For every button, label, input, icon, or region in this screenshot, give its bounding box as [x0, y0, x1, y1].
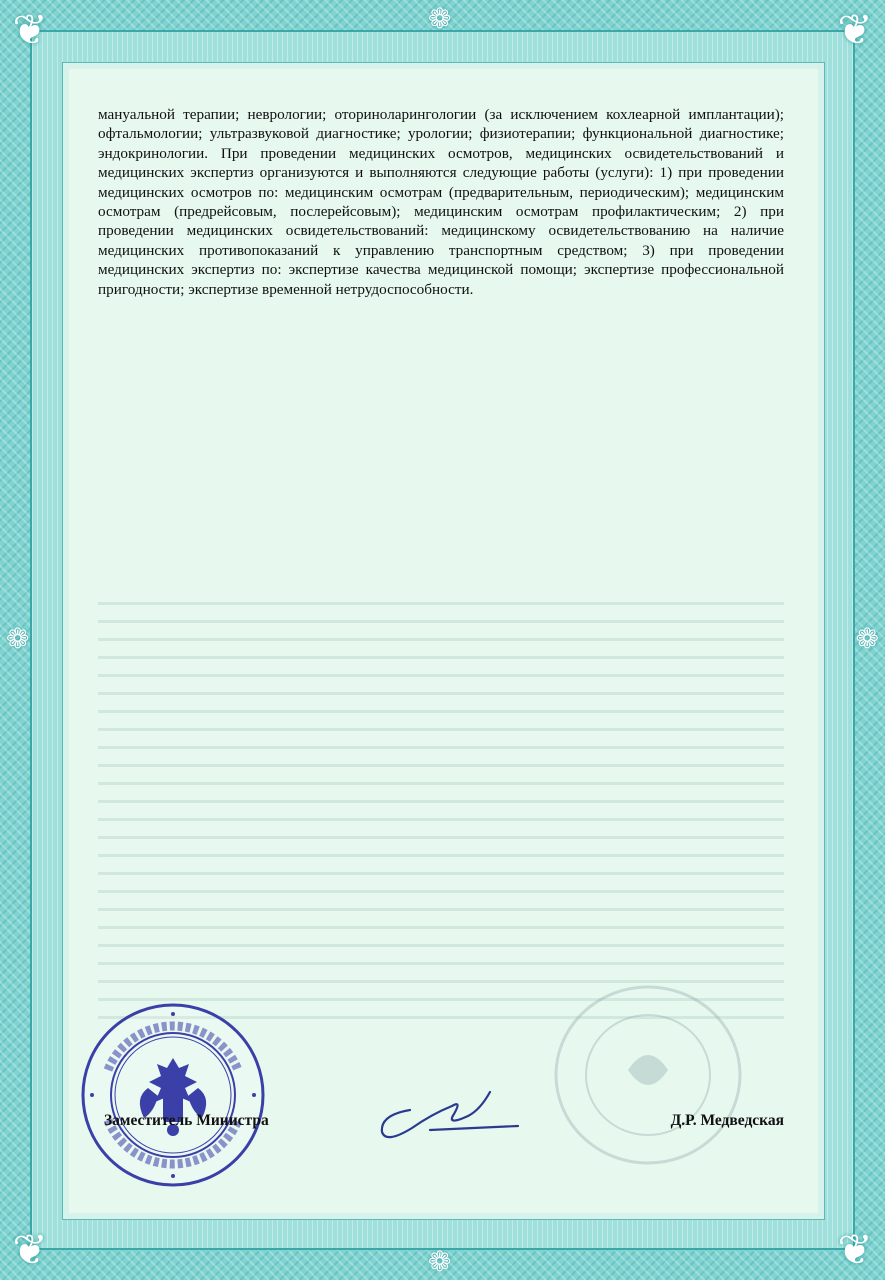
signatory-name: Д.Р. Медведская	[670, 1112, 784, 1129]
bottom-ornament-icon: ❁	[428, 1245, 452, 1278]
signatory-role: Заместитель Министра	[104, 1112, 269, 1129]
official-seal-icon	[78, 1000, 268, 1190]
corner-ornament-icon: ❦	[837, 5, 873, 54]
handwritten-signature-icon	[370, 1080, 530, 1150]
left-ornament-icon: ❁	[6, 622, 30, 655]
license-body-text: мануальной терапии; неврологии; оториноларингологии (за исключением кохлеарной имплантации); офтальмологии; ультразвуковой диагностике; урологии; физиотерапии; функциональной диагностике; эндокринологии. При проведении медицинских осмотров, медицинских освидетельствований и медицинских экспертиз организуются и выполняются следующие работы (услуги): 1) при проведении медицинских осмотров по: медицинским осмотрам (предварительным, периодическим); медицинским осмотрам (предрейсовым, послерейсовым); медицинским осмотрам профилактическим; 2) при проведении медицинских освидетельствований: медицинскому освидетельствованию на наличие медицинских противопоказаний к управлению транспортным средством; 3) при проведении медицинских экспертиз по: экспертизе качества медицинской помощи; экспертизе профессиональной пригодности; экспертизе временной нетрудоспособности.	[98, 106, 784, 298]
reverse-side-bleed-through	[98, 590, 784, 1030]
top-ornament-icon: ❁	[428, 2, 452, 35]
right-ornament-icon: ❁	[855, 622, 879, 655]
corner-ornament-icon: ❦	[837, 1225, 873, 1274]
faded-seal-icon	[548, 980, 748, 1170]
corner-ornament-icon: ❦	[12, 1225, 48, 1274]
corner-ornament-icon: ❦	[12, 5, 48, 54]
